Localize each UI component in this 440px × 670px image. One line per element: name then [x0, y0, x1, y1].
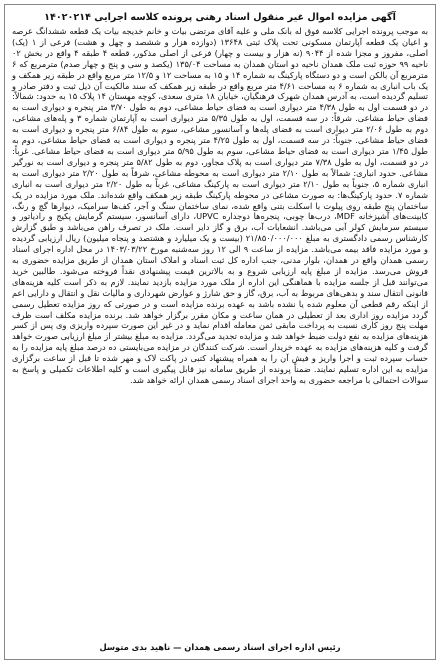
- notice-title: آگهی مزایده اموال غیر منقول اسناد رهنی پرونده کلاسه اجرایی ۱۴۰۲۰۲۱۴: [44, 12, 396, 23]
- notice-footer: رئیس اداره اجرای اسناد رسمی همدان — ناهید بدی متوسل: [99, 642, 341, 652]
- notice-body: به موجب پرونده اجرایی کلاسه فوق له بانک ملی و علیه آقای مرتضی بیات و خانم خدیجه بیات یک قطعه ششدانگ عرصه و اعیان یک قطعه آپارتمان مسکونی تحت پلاک ثبتی ۱۳۶۴۸ (دوازده هزار و ششصد و چهل و هشت) فرعی از ۱ (یک) اصلی، مفروز و مجزا شده از ۹۰۴۴ (نه هزار و بیست و چهار) فرعی از اصلی مذکور، قطعه ۴ طبقه ۴ واقع در بخش ۰۲ ناحیه ۹۹ حوزه ثبت ملک همدان ناحیه دو استان همدان به مساحت ۱۳۵/۰۴ (یکصد و سی و پنج و چهار صدم) مترمربع که ۶ مترمربع آن بالکن است و دو دستگاه پارکینگ به شماره ۱۴ و ۱۵ به مساحت ۱۲ و ۱۲/۵ متر مربع واقع در طبقه زیر همکف و یک باب انباری به شماره ۶ به مساحت ۴/۶۱ متر مربع واقع در طبقه زیر همکف که سند مالکیت آن ذیل ثبت و دفتر صادر و تسلیم گردیده است، به آدرس همدان شهرک فرهنگیان، خیابان ۱۸ متری سعدی، کوچه مهستان ۱۴ پلاک ۱۵ به حدود: شمالاً: در دو قسمت اول به طول ۴/۳۸ متر دیواری است به فضای حیاط مشاعی، دوم به طول ۳/۷۰ متر پنجره و دیواری است به فضای حیاط مشاعی. شرقاً: در سه قسمت، اول به طول ۵/۳۵ متر دیواری است به آپارتمان شماره ۳ و پله‌های مشاعی، دوم به طول ۲/۰۶ متر دیواری است به فضای پله‌ها و آسانسور مشاعی، سوم به طول ۶/۸۴ متر پنجره و دیواری است به فضای حیاط مشاعی. جنوباً: در سه قسمت، اول به طول ۴/۲۵ متر پنجره و دیواری است به فضای حیاط مشاعی، دوم به طول ۱/۴۵ متر دیواری است به فضای حیاط مشاعی، سوم به طول ۵/۹۵ متر دیواری است به فضای حیاط مشاعی. غرباً: در دو قسمت، اول به طول ۷/۳۸ متر دیواری است به پلاک مجاور، دوم به طول ۵/۸۲ متر پنجره و دیواری است به نورگیر مشاعی. حدود انباری: شمالاً به طول ۲/۱۰ متر دیواری است به محوطه مشاعی، شرقاً به طول ۲/۲۰ متر دیواری است به انباری شماره ۵، جنوباً به طول ۲/۱۰ متر دیواری است به پارکینگ مشاعی، غرباً به طول ۲/۲۰ متر دیواری است به انباری شماره ۷. حدود پارکینگ‌ها: به صورت مشاعی در محوطه پارکینگ طبقه زیر همکف واقع شده‌اند. ملک مورد مزایده در یک ساختمان پنج طبقه روی پیلوت با اسکلت بتنی واقع شده، نمای ساختمان سنگ و آجر، کف‌ها سرامیک، دیوارها گچ و رنگ، کابینت‌های آشپزخانه MDF، درب‌ها چوبی، پنجره‌ها دوجداره UPVC، دارای آسانسور، سیستم گرمایش پکیج و رادیاتور و سیستم سرمایش کولر آبی می‌باشد. انشعابات آب، برق و گاز دایر است. ملک در تصرف راهن می‌باشد و طبق گزارش کارشناس رسمی دادگستری به مبلغ ۲۱/۸۵۰/۰۰۰/۰۰۰ (بیست و یک میلیارد و هشتصد و پنجاه میلیون) ریال ارزیابی گردیده و مورد مزایده فاقد بیمه می‌باشد. مزایده از ساعت ۹ الی ۱۲ روز سه‌شنبه مورخ ۱۴۰۳/۰۳/۲۲ در محل اداره اجرای اسناد رسمی همدان واقع در همدان، بلوار مدنی، جنب اداره کل ثبت اسناد و املاک استان همدان از طریق مزایده حضوری به فروش می‌رسد. مزایده از مبلغ پایه ارزیابی شروع و به بالاترین قیمت پیشنهادی نقداً فروخته می‌شود. طالبین خرید می‌توانند قبل از جلسه مزایده با هماهنگی این اداره از ملک مورد مزایده بازدید نمایند. لازم به ذکر است کلیه هزینه‌های قانونی انتقال سند و بدهی‌های مربوط به آب، برق، گاز و حق شارژ و عوارض شهرداری و مالیات نقل و انتقال و دارایی اعم از اینکه رقم قطعی آن معلوم شده یا نشده باشد به عهده برنده مزایده است و در صورتی که روز مزایده تعطیل رسمی گردد مزایده روز اداری بعد از تعطیلی در همان ساعت و مکان مقرر برگزار خواهد شد. برنده مزایده مکلف است ظرف مهلت پنج روز کاری نسبت به پرداخت مابقی ثمن معامله اقدام نماید و در غیر این صورت سپرده واریزی وی پس از کسر هزینه‌های مزایده به نفع دولت ضبط خواهد شد و مزایده تجدید می‌گردد. مزایده به مبلغ بیشتر از مبلغ ارزیابی صورت خواهد گرفت و کلیه هزینه‌های مزایده به عهده خریدار است. شرکت کنندگان در مزایده می‌بایستی ده درصد مبلغ پایه مزایده را به حساب سپرده ثبت و اجرا واریز و فیش آن را به همراه پیشنهاد کتبی در پاکت لاک و مهر شده تا قبل از ساعت برگزاری مزایده به این اداره تسلیم نمایند. ضمناً پرونده از طریق سامانه نیز قابل پیگیری است و کلیه اطلاعات تکمیلی و پاسخ به سوالات احتمالی با مراجعه حضوری به واحد اجرای اسناد رسمی همدان ارائه خواهد شد.: [12, 26, 429, 385]
- notice-page: [4, 4, 436, 660]
